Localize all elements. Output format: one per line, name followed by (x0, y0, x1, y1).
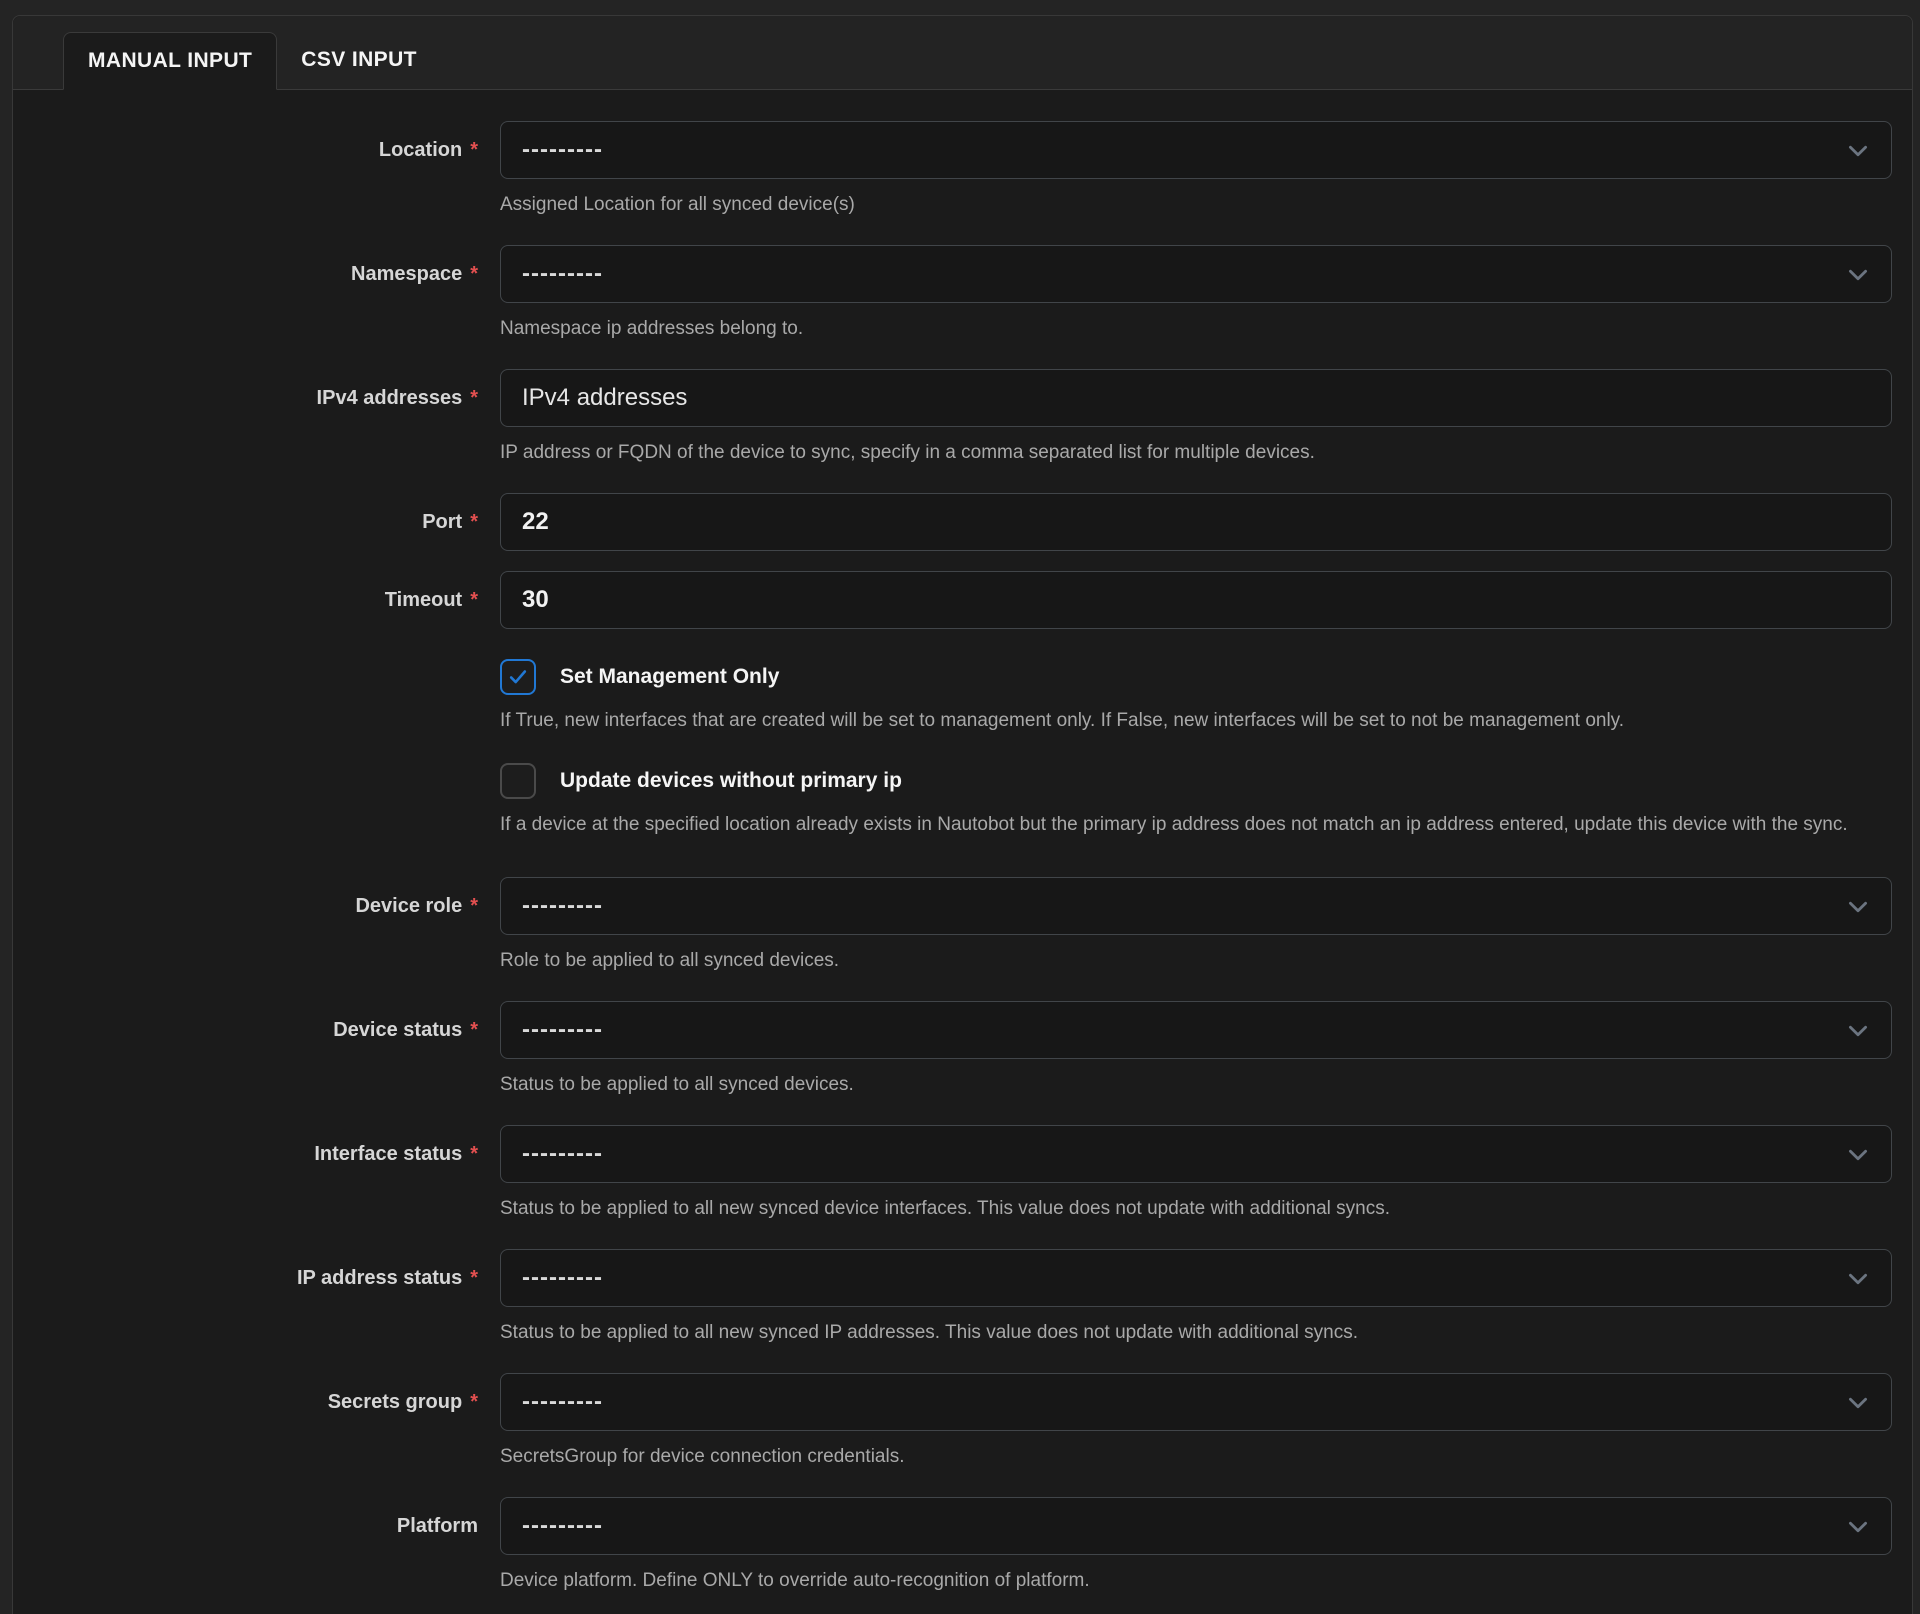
field-label: IPv4 addresses * (316, 386, 478, 409)
secrets-group-select[interactable] (500, 1373, 1892, 1431)
form-row (38, 877, 1892, 975)
required-asterisk: * (470, 510, 478, 533)
chevron-down-icon (1844, 262, 1872, 288)
checkbox-label: Update devices without primary ip (560, 769, 902, 792)
select-value: --------- (522, 260, 603, 287)
select-value: --------- (522, 892, 603, 919)
form-row (38, 493, 1892, 551)
device-role-select[interactable] (500, 877, 1892, 935)
field-area (500, 571, 1892, 629)
field-area (500, 121, 1892, 219)
platform-select[interactable] (500, 1497, 1892, 1555)
required-asterisk: * (470, 1390, 478, 1413)
checkmark-icon (507, 666, 529, 688)
field-label: Device status * (333, 1018, 478, 1041)
field-label: Interface status * (314, 1142, 478, 1165)
field-label: Port * (422, 510, 478, 533)
field-area (500, 1249, 1892, 1347)
select-value: --------- (522, 136, 603, 163)
namespace-select[interactable] (500, 245, 1892, 303)
field-label: Timeout * (384, 588, 478, 611)
chevron-down-icon (1844, 1018, 1872, 1044)
field-area (500, 1125, 1892, 1223)
field-area (500, 1497, 1892, 1595)
required-asterisk: * (470, 262, 478, 285)
help-text: IP address or FQDN of the device to sync, specify in a comma separated list for multiple devices. (500, 442, 1315, 463)
help-text: Status to be applied to all new synced IP addresses. This value does not update with additional syncs. (500, 1322, 1358, 1343)
field-label: IP address status * (296, 1266, 478, 1289)
select-value: --------- (522, 1512, 603, 1539)
chevron-down-icon (1844, 1266, 1872, 1292)
form-row (38, 571, 1892, 629)
tab-manual-input[interactable]: MANUAL INPUT (63, 32, 277, 90)
help-text: Status to be applied to all synced devices. (500, 1074, 854, 1095)
form-row (38, 1373, 1892, 1471)
form-row (38, 763, 1892, 839)
field-area (500, 1001, 1892, 1099)
form-row (38, 121, 1892, 219)
form-panel (12, 15, 1913, 1614)
chevron-down-icon (1844, 1514, 1872, 1540)
form-row (38, 1249, 1892, 1347)
checkbox-label: Set Management Only (560, 665, 780, 688)
field-area (500, 369, 1892, 467)
port-input[interactable] (500, 493, 1892, 551)
form-row (38, 1125, 1892, 1223)
form-body (13, 90, 1912, 1614)
required-asterisk: * (470, 894, 478, 917)
help-text: If a device at the specified location already exists in Nautobot but the primary ip address does not match an ip address entered, update this device with the sync. (500, 814, 1848, 835)
field-label: Secrets group * (327, 1390, 478, 1413)
form-row (38, 1001, 1892, 1099)
update-devices-without-primary-ip-checkbox[interactable] (500, 763, 536, 799)
form-row (38, 659, 1892, 735)
ip-address-status-select[interactable] (500, 1249, 1892, 1307)
select-value: --------- (522, 1016, 603, 1043)
help-text: Namespace ip addresses belong to. (500, 318, 804, 339)
field-area (500, 763, 1892, 839)
field-label (38, 763, 500, 799)
form-row (38, 1497, 1892, 1595)
field-label (38, 659, 500, 695)
select-value: --------- (522, 1140, 603, 1167)
ipv4-addresses-input[interactable] (500, 369, 1892, 427)
interface-status-select[interactable] (500, 1125, 1892, 1183)
help-text: Device platform. Define ONLY to override auto-recognition of platform. (500, 1570, 1090, 1591)
required-asterisk: * (470, 386, 478, 409)
required-asterisk: * (470, 138, 478, 161)
field-area (500, 493, 1892, 551)
field-area (500, 1373, 1892, 1471)
required-asterisk: * (470, 1018, 478, 1041)
help-text: If True, new interfaces that are created will be set to management only. If False, new interfaces will be set to not be management only. (500, 710, 1625, 731)
required-asterisk: * (470, 588, 478, 611)
chevron-down-icon (1844, 894, 1872, 920)
select-value: --------- (522, 1388, 603, 1415)
set-management-only-checkbox[interactable] (500, 659, 536, 695)
field-label: Platform (396, 1514, 478, 1537)
field-area (500, 659, 1892, 735)
chevron-down-icon (1844, 138, 1872, 164)
chevron-down-icon (1844, 1142, 1872, 1168)
location-select[interactable] (500, 121, 1892, 179)
chevron-down-icon (1844, 1390, 1872, 1416)
help-text: Status to be applied to all new synced device interfaces. This value does not update with additional syncs. (500, 1198, 1391, 1219)
field-label: Namespace * (351, 262, 478, 285)
form-row (38, 245, 1892, 343)
required-asterisk: * (470, 1142, 478, 1165)
field-label: Device role * (355, 894, 478, 917)
tab-bar (13, 16, 1912, 90)
help-text: Role to be applied to all synced devices. (500, 950, 840, 971)
required-asterisk: * (470, 1266, 478, 1289)
form-row (38, 369, 1892, 467)
device-status-select[interactable] (500, 1001, 1892, 1059)
select-value: --------- (522, 1264, 603, 1291)
help-text: SecretsGroup for device connection credentials. (500, 1446, 905, 1467)
field-area (500, 877, 1892, 975)
timeout-input[interactable] (500, 571, 1892, 629)
tab-csv-input[interactable]: CSV INPUT (301, 48, 417, 71)
help-text: Assigned Location for all synced device(s) (500, 194, 855, 215)
field-label: Location * (378, 138, 478, 161)
field-area (500, 245, 1892, 343)
